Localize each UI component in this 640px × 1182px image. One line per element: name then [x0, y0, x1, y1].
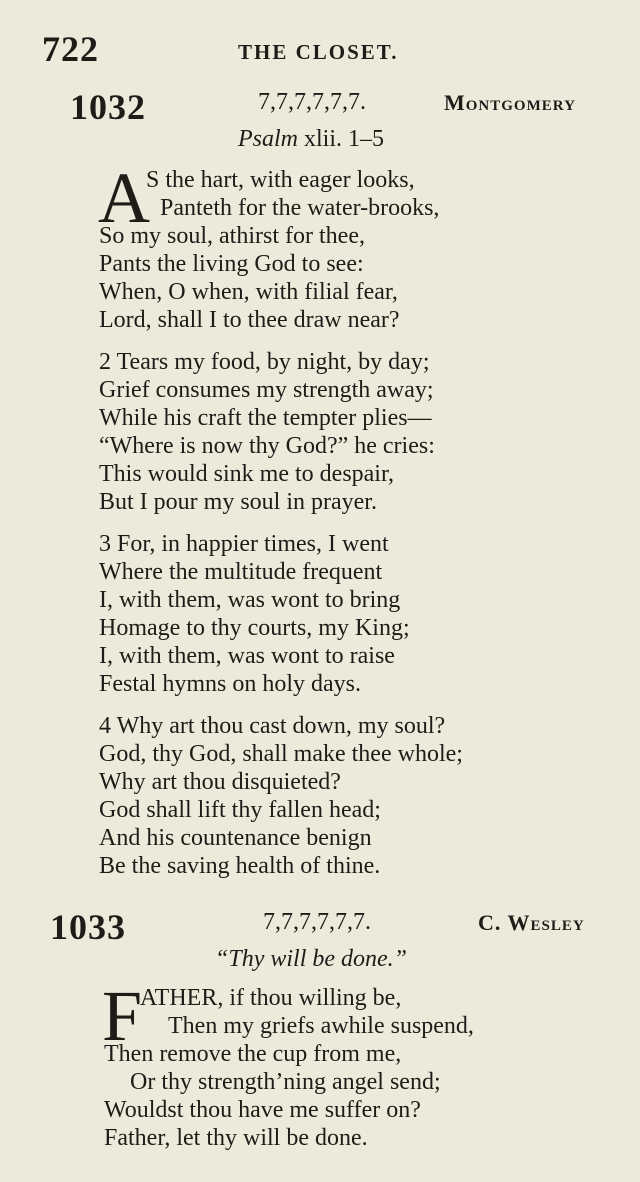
verse-line: Wouldst thou have me suffer on? — [104, 1097, 421, 1123]
running-head: THE CLOSET. — [238, 40, 399, 64]
verse-line: I, with them, was wont to bring — [99, 587, 401, 613]
verse-line: Festal hymns on holy days. — [99, 671, 361, 697]
verse-line: Lord, shall I to thee draw near? — [99, 307, 400, 333]
verse-line: S the hart, with eager looks, — [146, 167, 415, 193]
hymn-number-1033: 1033 — [50, 907, 126, 947]
verse-line: Panteth for the water-brooks, — [160, 195, 440, 221]
hymn-number-1032: 1032 — [70, 87, 146, 127]
verse-line: 2 Tears my food, by night, by day; — [99, 349, 430, 375]
subtitle-rest: xlii. 1–5 — [298, 126, 385, 152]
hymn-author: C. Wesley — [478, 910, 585, 935]
hymn-subtitle: “Thy will be done.” — [215, 946, 408, 972]
verse-line: God, thy God, shall make thee whole; — [99, 741, 463, 767]
verse-line: Then remove the cup from me, — [104, 1041, 402, 1067]
verse-line: 4 Why art thou cast down, my soul? — [99, 713, 446, 739]
verse-line: Or thy strength’ning angel send; — [130, 1069, 441, 1095]
verse-line: “Where is now thy God?” he cries: — [99, 433, 435, 459]
verse-line: ATHER, if thou willing be, — [140, 985, 402, 1011]
drop-cap: F — [102, 976, 143, 1056]
verse-line: I, with them, was wont to raise — [99, 643, 395, 669]
verse-line: Be the saving health of thine. — [99, 853, 381, 879]
page-number: 722 — [42, 29, 99, 69]
hymn-meter: 7,7,7,7,7,7. — [258, 89, 366, 115]
verse-line: Pants the living God to see: — [99, 251, 364, 277]
verse-line: Why art thou disquieted? — [99, 769, 341, 795]
hymn-author: Montgomery — [444, 90, 576, 115]
verse-line: God shall lift thy fallen head; — [99, 797, 381, 823]
subtitle-italic: Psalm — [238, 126, 298, 152]
verse-line: Then my griefs awhile suspend, — [168, 1013, 474, 1039]
verse-line: Father, let thy will be done. — [104, 1125, 368, 1151]
hymn-subtitle — [238, 126, 384, 153]
verse-line: 3 For, in happier times, I went — [99, 531, 389, 557]
verse-line: Grief consumes my strength away; — [99, 377, 434, 403]
verse-line: And his countenance benign — [99, 825, 372, 851]
verse-line: This would sink me to despair, — [99, 461, 395, 487]
drop-cap: A — [98, 158, 150, 238]
verse-line: Where the multitude frequent — [99, 559, 383, 585]
verse-line: When, O when, with filial fear, — [99, 279, 398, 305]
verse-line: So my soul, athirst for thee, — [99, 223, 365, 249]
verse-line: Homage to thy courts, my King; — [99, 615, 410, 641]
verse-line: But I pour my soul in prayer. — [99, 489, 377, 515]
hymn-meter: 7,7,7,7,7,7. — [263, 909, 371, 935]
verse-line: While his craft the tempter plies— — [99, 405, 432, 431]
